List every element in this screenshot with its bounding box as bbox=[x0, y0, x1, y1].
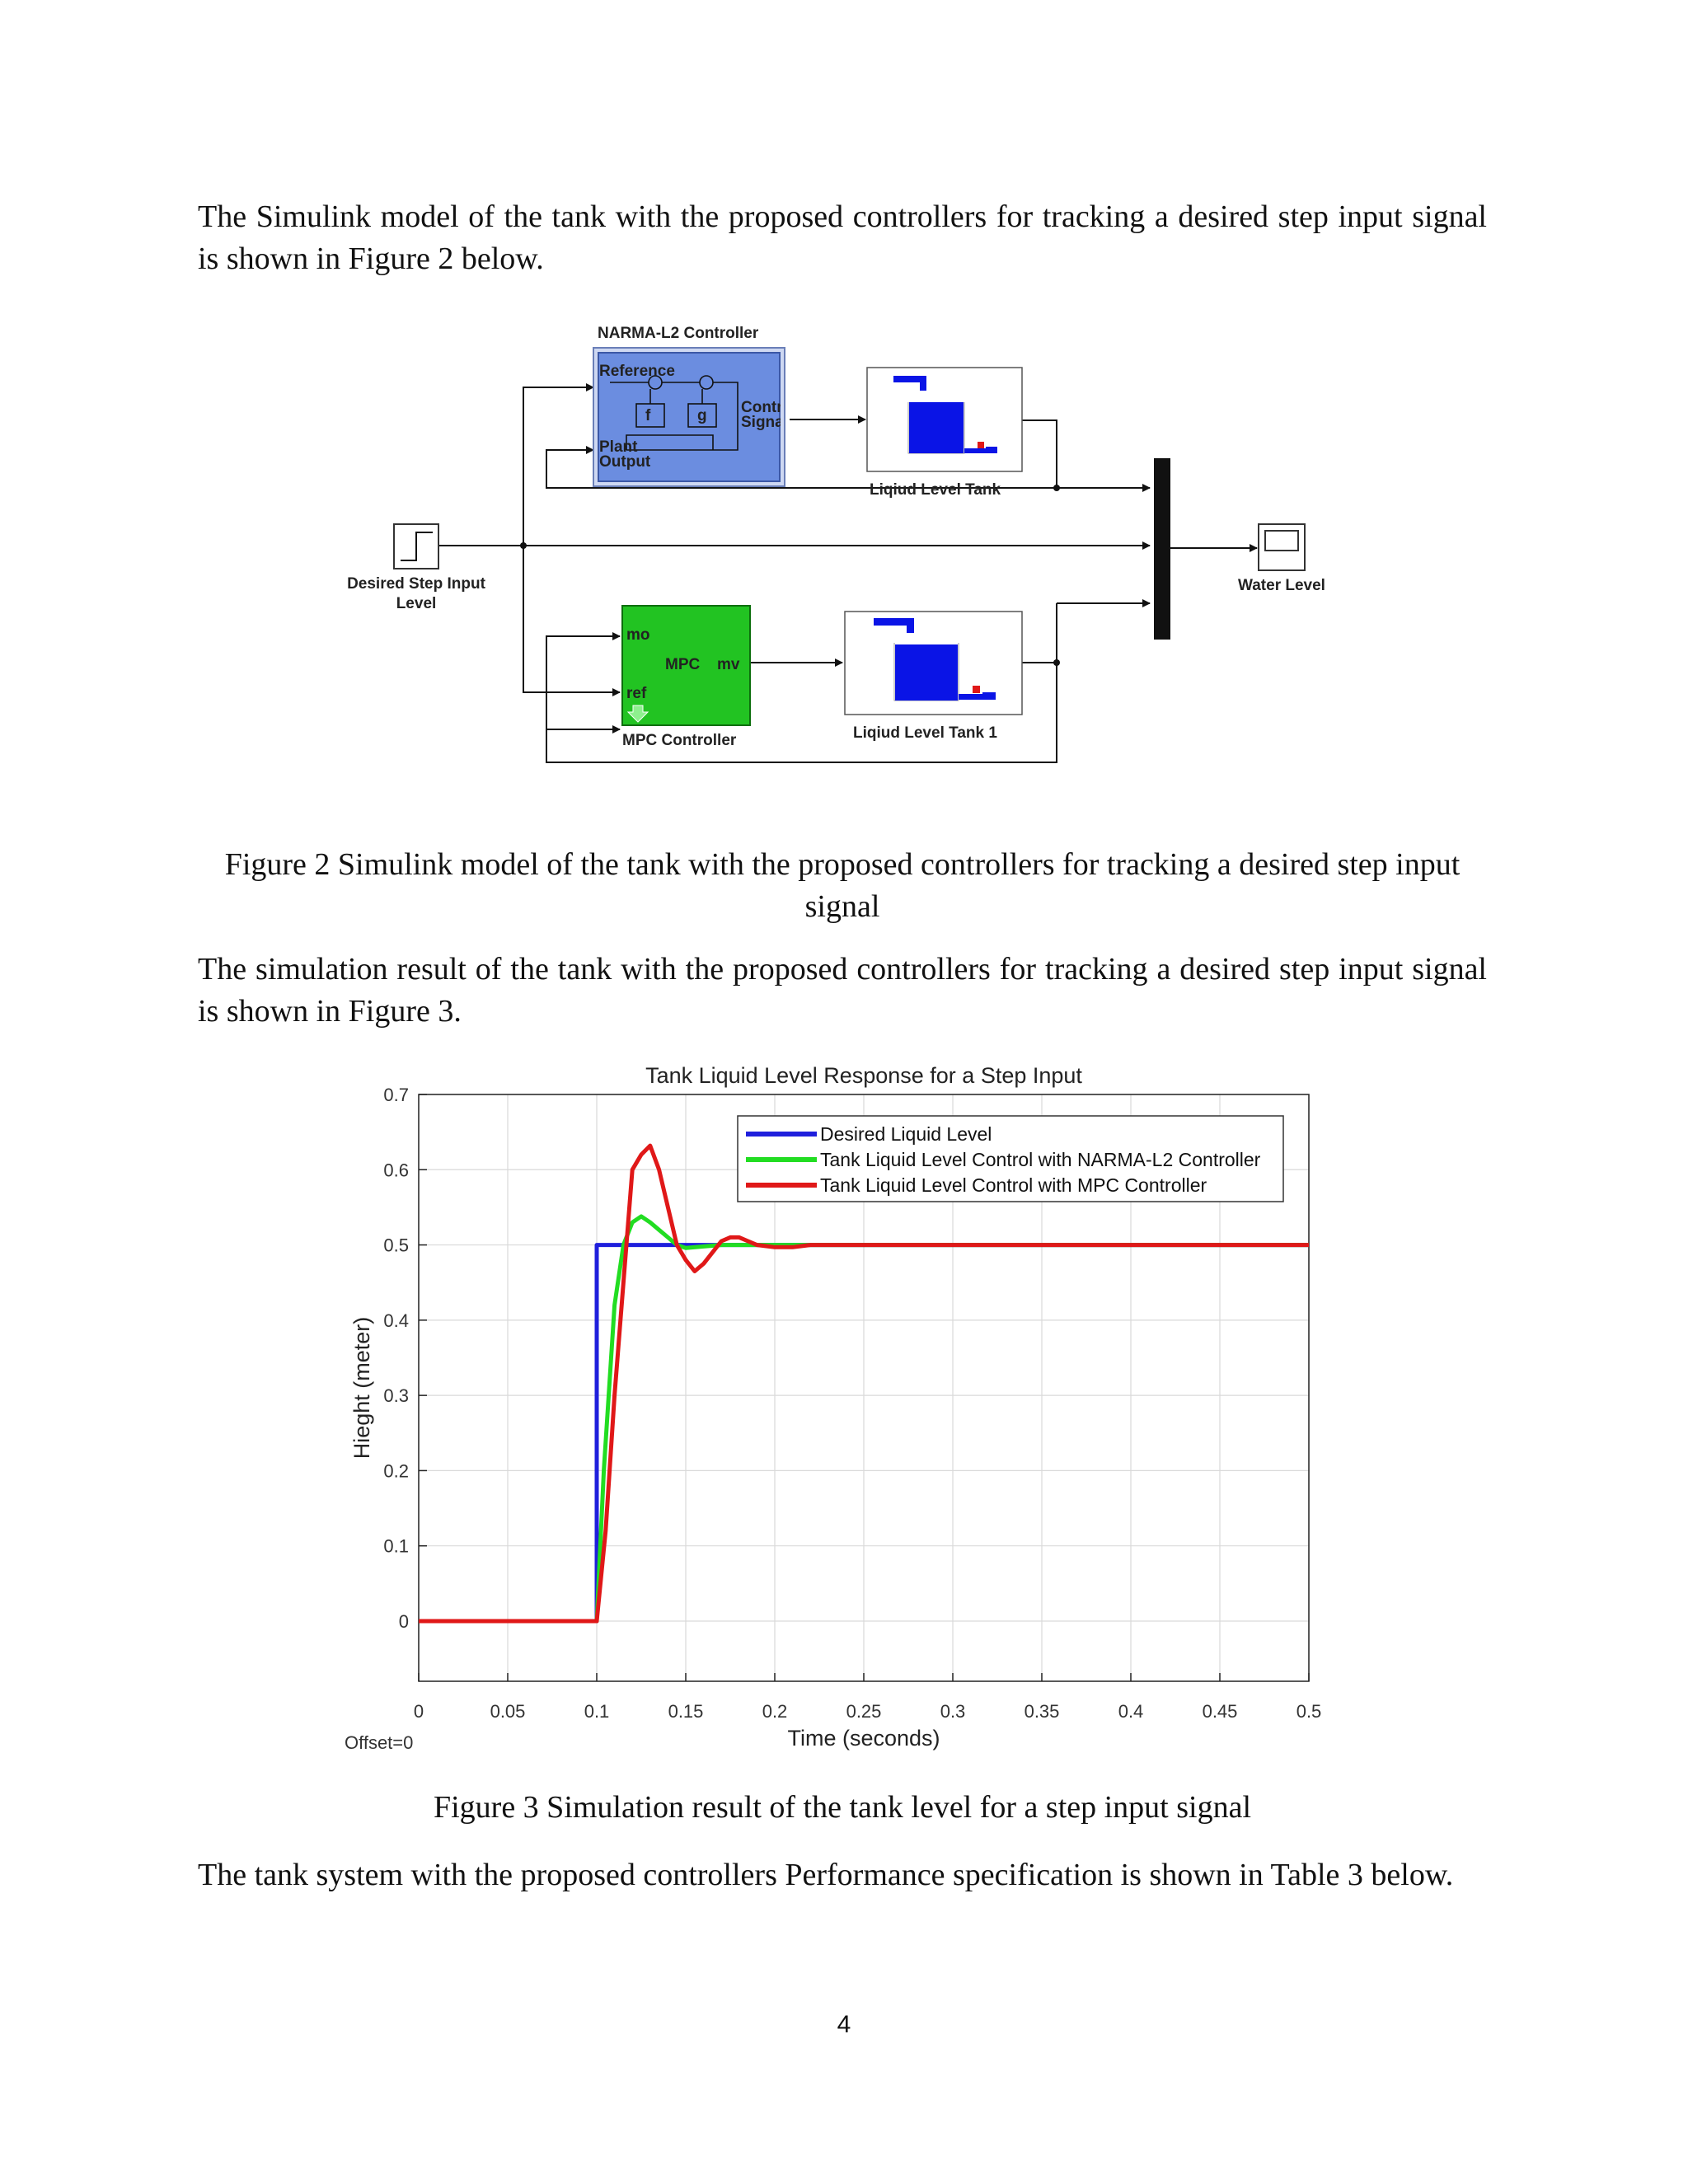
y-tick-label: 0.2 bbox=[383, 1460, 409, 1482]
y-tick-label: 0.5 bbox=[383, 1235, 409, 1256]
x-tick-label: 0.05 bbox=[490, 1701, 526, 1722]
chart-legend bbox=[738, 1116, 1283, 1202]
mux-block[interactable] bbox=[1154, 458, 1170, 640]
x-tick-label: 0.4 bbox=[1118, 1701, 1144, 1722]
narma-plant-port: Plant bbox=[599, 438, 638, 456]
y-tick-label: 0.1 bbox=[383, 1535, 409, 1557]
offset-note: Offset=0 bbox=[345, 1732, 414, 1753]
mpc-controller-block[interactable] bbox=[622, 606, 750, 725]
x-tick-label: 0.45 bbox=[1202, 1701, 1238, 1722]
x-tick-label: 0.1 bbox=[584, 1701, 610, 1722]
y-tick-label: 0.3 bbox=[383, 1385, 409, 1407]
y-tick-label: 0.7 bbox=[383, 1085, 409, 1105]
mpc-mv-port: mv bbox=[717, 656, 740, 673]
narma-title: NARMA-L2 Controller bbox=[598, 325, 759, 342]
narma-reference-port: Reference bbox=[599, 363, 675, 380]
figure-3-caption: Figure 3 Simulation result of the tank level for a step input signal bbox=[433, 1790, 1252, 1825]
narma-control-port: Control bbox=[741, 399, 797, 416]
paragraph-intro: The Simulink model of the tank with the proposed controllers for tracking a desired step input signal is shown in Figure 2 below. bbox=[198, 199, 1487, 276]
paragraph-performance: The tank system with the proposed controllers Performance specification is shown in Table 3 below. bbox=[198, 1858, 1454, 1892]
legend-entry: Tank Liquid Level Control with NARMA-L2 Controller bbox=[820, 1149, 1261, 1170]
figure-2-caption: Figure 2 Simulink model of the tank with the proposed controllers for tracking a desired step input signal bbox=[224, 847, 1461, 924]
step-input-label-line1: Desired Step Input bbox=[347, 575, 485, 593]
step-input-label-line2: Level bbox=[396, 595, 437, 612]
chart-title: Tank Liquid Level Response for a Step Input bbox=[645, 1063, 1082, 1088]
paragraph-simulation: The simulation result of the tank with the proposed controllers for tracking a desired step input signal is shown in Figure 3. bbox=[198, 952, 1487, 1029]
x-tick-label: 0.25 bbox=[846, 1701, 882, 1722]
x-tick-label: 0.5 bbox=[1296, 1701, 1322, 1722]
mpc-center-label: MPC bbox=[665, 656, 701, 673]
y-tick-label: 0.4 bbox=[383, 1310, 409, 1331]
scope-label: Water Level bbox=[1238, 577, 1325, 594]
page-number: 4 bbox=[837, 2011, 851, 2038]
y-axis-label: Hieght (meter) bbox=[349, 1316, 374, 1460]
x-tick-label: 0.3 bbox=[940, 1701, 966, 1722]
liquid-level-tank-1-block[interactable] bbox=[845, 612, 1022, 715]
narma-f-block: f bbox=[645, 407, 651, 424]
narma-output-port: Output bbox=[599, 453, 651, 471]
y-tick-label: 0 bbox=[398, 1610, 409, 1632]
x-axis-label: Time (seconds) bbox=[787, 1726, 940, 1750]
narma-signal-port: Signal bbox=[741, 414, 789, 431]
tank-label: Liqiud Level Tank bbox=[870, 481, 1001, 499]
x-tick-label: 0.35 bbox=[1024, 1701, 1060, 1722]
mpc-mo-port: mo bbox=[626, 626, 650, 644]
narma-l2-controller-block[interactable] bbox=[593, 348, 797, 486]
water-level-scope[interactable] bbox=[1259, 524, 1305, 570]
step-input-block[interactable] bbox=[394, 524, 438, 569]
y-tick-label: 0.6 bbox=[383, 1160, 409, 1181]
mpc-label: MPC Controller bbox=[622, 732, 737, 749]
mpc-ref-port: ref bbox=[626, 685, 647, 702]
liquid-level-tank-block[interactable] bbox=[867, 368, 1022, 471]
legend-entry: Desired Liquid Level bbox=[820, 1123, 992, 1145]
step-response-chart bbox=[0, 1047, 1688, 1764]
tank-1-label: Liqiud Level Tank 1 bbox=[853, 724, 997, 742]
simulink-diagram bbox=[0, 313, 1688, 775]
legend-entry: Tank Liquid Level Control with MPC Controller bbox=[820, 1174, 1207, 1196]
x-tick-label: 0.2 bbox=[762, 1701, 788, 1722]
x-tick-label: 0.15 bbox=[668, 1701, 704, 1722]
narma-g-block: g bbox=[697, 407, 707, 424]
x-tick-label: 0 bbox=[413, 1701, 424, 1722]
